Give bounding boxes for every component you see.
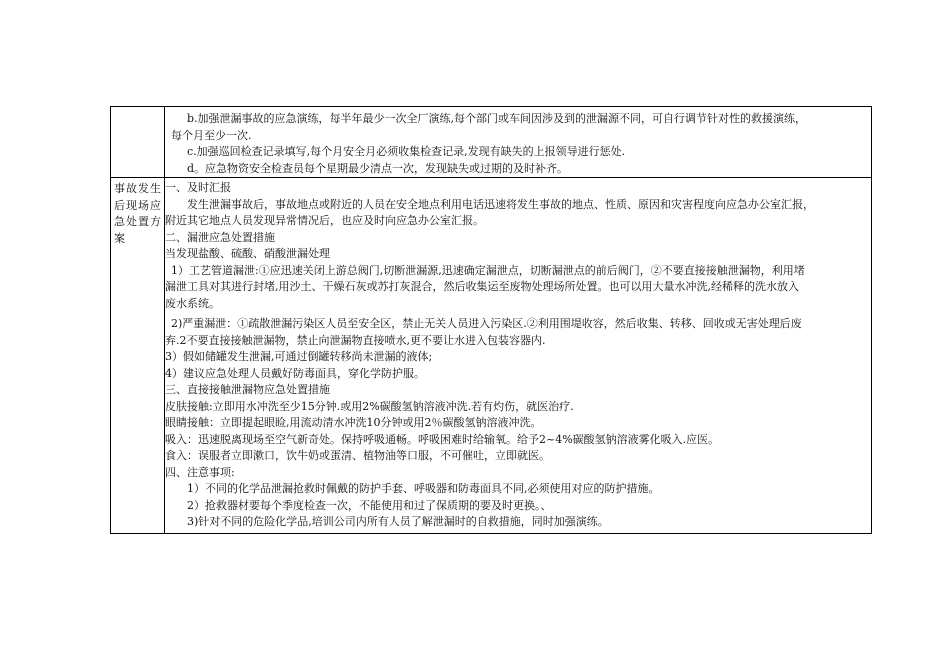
row-content-onsite-plan [165,178,872,534]
list-item-line: 3）假如储罐发生泄漏,可通过倒罐转移尚未泄漏的液体; [165,350,433,363]
text-line: c.加强巡回检查记录填写,每个月安全月必须收集检查记录,发现有缺失的上报领导进行惩处. [187,145,626,158]
paragraph-line: 眼睛接触：立即提起眼睑,用流动清水冲洗10分钟或用2％碳酸氢钠溶液冲洗。 [165,416,542,429]
list-item-line: 1）工艺管道漏泄:①应迅速关闭上游总阀门,切断泄漏源,迅速确定漏泄点，切断漏泄点的前后阀门，②不要直接接触泄漏物，利用堵 [171,263,805,277]
list-item-line: 2)严重漏泄：①疏散泄漏污染区人员至安全区，禁止无关人员进入污染区.②利用围堤收容，然后收集、转移、回收或无害处理后废 [171,317,802,330]
table-row-onsite-plan [111,178,872,534]
paragraph-line: 附近其它地点人员发现异常情况后，也应及时向应急办公室汇报。 [165,214,484,227]
paragraph-line: 皮肤接触:立即用水冲洗至少15分钟.或用2%碳酸氢钠溶液冲洗.若有灼伤，就医治疗. [165,399,574,413]
text-line: b.加强泄漏事故的应急演练，每半年最少一次全厂演练,每个部门或车间因涉及到的泄漏源不同，可自行调节针对性的救援演练， [187,112,807,125]
section-title: 四、注意事项: [165,465,235,479]
paragraph-line: 食入：误服者立即漱口，饮牛奶或蛋清、植物油等口服，不可催吐，立即就医。 [165,449,550,462]
list-item-line: 废水系统。 [165,296,220,310]
list-item-line: 漏泄工具对其进行封堵,用沙土、干燥石灰或苏打灰混合，然后收集运至废物处理场所处置。也可以用大量水冲洗,经稀释的洗水放入 [165,280,799,293]
section-title: 三、直接接触泄漏物应急处置措施 [165,383,330,396]
list-item-line: 1）不同的化学品泄漏抢救时佩戴的防护手套、呼吸器和防毒面具不同,必须使用对应的防护措施。 [187,482,660,495]
paragraph-line: 吸入：迅速脱离现场至空气新奇处。保持呼吸通畅。呼吸困难时给输氧。给予2~4%碳酸氢钠溶液雾化吸入.应医。 [165,432,720,446]
row-label-text: 事故发生后现场应急处置方案 [114,182,162,245]
list-item-line: 4）建议应急处理人员戴好防毒面具，穿化学防护服。 [165,366,425,380]
section-title: 二、漏泄应急处置措施 [165,230,275,244]
text-line: 每个月至少一次. [171,128,252,142]
text-line: d。应急物资安全检查员每个星期最少清点一次，发现缺失或过期的及时补齐。 [187,161,569,175]
list-item-line: 3)针对不同的危险化学品,培训公司内所有人员了解泄漏时的自救措施，同时加强演练。 [187,515,609,528]
emergency-plan-table [110,106,872,534]
subsection-title: 当发现盐酸、硫酸、硝酸泄漏处理 [165,247,330,260]
section-title: 一、及时汇报 [165,181,231,194]
list-item-line: 2）抢救器材要每个季度检查一次，不能使用和过了保质期的要及时更换。、 [187,498,552,512]
row-content-drills [165,107,872,178]
row-label-empty [111,107,165,178]
list-item-line: 弃.2不要直接接触泄漏物，禁止向泄漏物直接喷水,更不要让水进入包装容器内. [165,333,546,347]
paragraph-line: 发生泄漏事故后，事故地点或附近的人员在安全地点利用电话迅速将发生事故的地点、性质、原因和灾害程度向应急办公室汇报， [187,197,814,211]
row-label-onsite-plan [111,178,165,534]
table-row-drills [111,107,872,178]
